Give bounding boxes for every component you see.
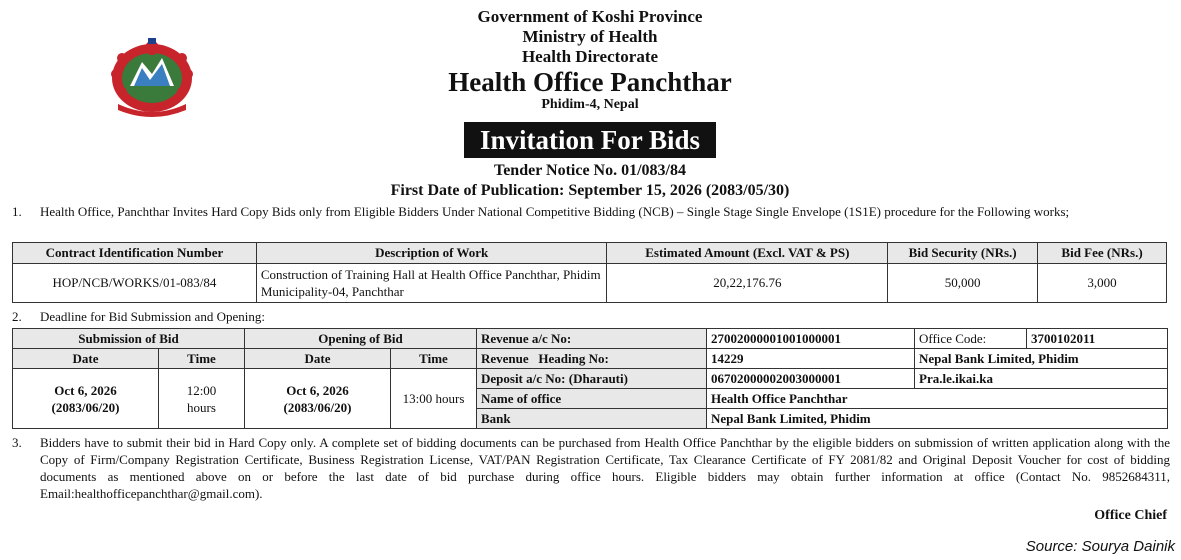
column-header: Contract Identification Number <box>13 243 257 264</box>
column-header: Bid Fee (NRs.) <box>1038 243 1167 264</box>
paragraph-number: 3. <box>12 435 22 450</box>
deadline-table <box>12 328 1168 429</box>
column-header: Description of Work <box>256 243 607 264</box>
deposit-value: 06702000002003000001 <box>707 369 915 389</box>
bank-value: Nepal Bank Limited, Phidim <box>707 409 1168 429</box>
paragraph-number: 1. <box>12 204 22 219</box>
table-header-row <box>13 243 1167 264</box>
paragraph-text: Deadline for Bid Submission and Opening: <box>40 309 265 324</box>
time-header: Time <box>159 349 245 369</box>
opening-header: Opening of Bid <box>245 329 477 349</box>
paragraph-text: Health Office, Panchthar Invites Hard Copy Bids only from Eligible Bidders Under National Competitive Bidding (NCB) – Single Stage Single Envelope (1S1E) procedure for the Following works; <box>40 204 1070 219</box>
submission-time-cell <box>159 369 245 429</box>
source-credit: Source: Sourya Dainik <box>1025 538 1175 555</box>
publication-date: First Date of Publication: September 15, 2026 (2083/05/30) <box>390 182 790 199</box>
amount-cell: 20,22,176.76 <box>607 264 888 303</box>
office-code-label: Office Code: <box>915 329 1027 349</box>
government-line: Government of Koshi Province <box>477 7 703 26</box>
submission-date: Oct 6, 2026 <box>54 382 117 398</box>
revenue-ac-label: Revenue a/c No: <box>477 329 707 349</box>
date-header: Date <box>13 349 159 369</box>
deposit-extra: Pra.le.ikai.ka <box>915 369 1168 389</box>
column-header: Bid Security (NRs.) <box>888 243 1038 264</box>
bank-label: Bank <box>477 409 707 429</box>
paragraph-1 <box>12 203 1170 220</box>
date-header: Date <box>245 349 391 369</box>
opening-date: Oct 6, 2026 <box>286 382 349 398</box>
signature-office-chief: Office Chief <box>1094 508 1167 523</box>
table-row <box>13 264 1167 303</box>
opening-date-bs: (2083/06/20) <box>283 399 352 415</box>
paragraph-2 <box>12 308 1170 325</box>
opening-date-cell <box>245 369 391 429</box>
column-header: Estimated Amount (Excl. VAT & PS) <box>607 243 888 264</box>
office-code-value: 3700102011 <box>1027 329 1168 349</box>
contract-id-cell: HOP/NCB/WORKS/01-083/84 <box>13 264 257 303</box>
paragraph-text: Bidders have to submit their bid in Hard Copy only. A complete set of bidding documents can be purchased from Health Office Panchthar by the eligible bidders on submission of written application along with the Copy of Firm/Company Registration Certificate, Business Registration License, VAT/PAN Registration Certificate, Tax Clearance Certificate of FY 2081/82 and Original Deposit Voucher for cost of bidding documents as mentioned above on or before the last date of bid purchase during office hours. Eligible bidders may obtain further information at office (Contact No. 9852684311, Email:healthofficepanchthar@gmail.com). <box>40 435 1170 501</box>
table-row <box>13 329 1168 349</box>
invitation-banner: Invitation For Bids <box>464 122 716 158</box>
tender-notice-number: Tender Notice No. 01/083/84 <box>494 162 686 179</box>
revenue-ac-value: 27002000001001000001 <box>707 329 915 349</box>
ministry-line: Ministry of Health <box>522 27 658 46</box>
submission-header: Submission of Bid <box>13 329 245 349</box>
table-row <box>13 349 1168 369</box>
bid-security-cell: 50,000 <box>888 264 1038 303</box>
submission-time-unit: hours <box>187 399 216 415</box>
submission-date-bs: (2083/06/20) <box>51 399 120 415</box>
description-cell: Construction of Training Hall at Health Office Panchthar, Phidim Municipality-04, Panchthar <box>256 264 607 303</box>
nepal-emblem-icon <box>104 34 200 118</box>
revenue-heading-bank: Nepal Bank Limited, Phidim <box>915 349 1168 369</box>
directorate-line: Health Directorate <box>521 47 659 66</box>
works-table <box>12 242 1167 303</box>
bid-fee-cell: 3,000 <box>1038 264 1167 303</box>
deposit-label: Deposit a/c No: (Dharauti) <box>477 369 707 389</box>
office-name-label: Name of office <box>477 389 707 409</box>
opening-time: 13:00 hours <box>391 369 477 429</box>
submission-date-cell <box>13 369 159 429</box>
office-name-value: Health Office Panchthar <box>707 389 1168 409</box>
revenue-heading-label: Revenue Heading No: <box>477 349 707 369</box>
revenue-heading-value: 14229 <box>707 349 915 369</box>
paragraph-number: 2. <box>12 309 22 324</box>
table-row <box>13 369 1168 389</box>
submission-time: 12:00 <box>186 382 217 398</box>
paragraph-3 <box>12 434 1170 502</box>
time-header: Time <box>391 349 477 369</box>
office-title: Health Office Panchthar <box>448 67 732 97</box>
office-address: Phidim-4, Nepal <box>541 97 639 112</box>
